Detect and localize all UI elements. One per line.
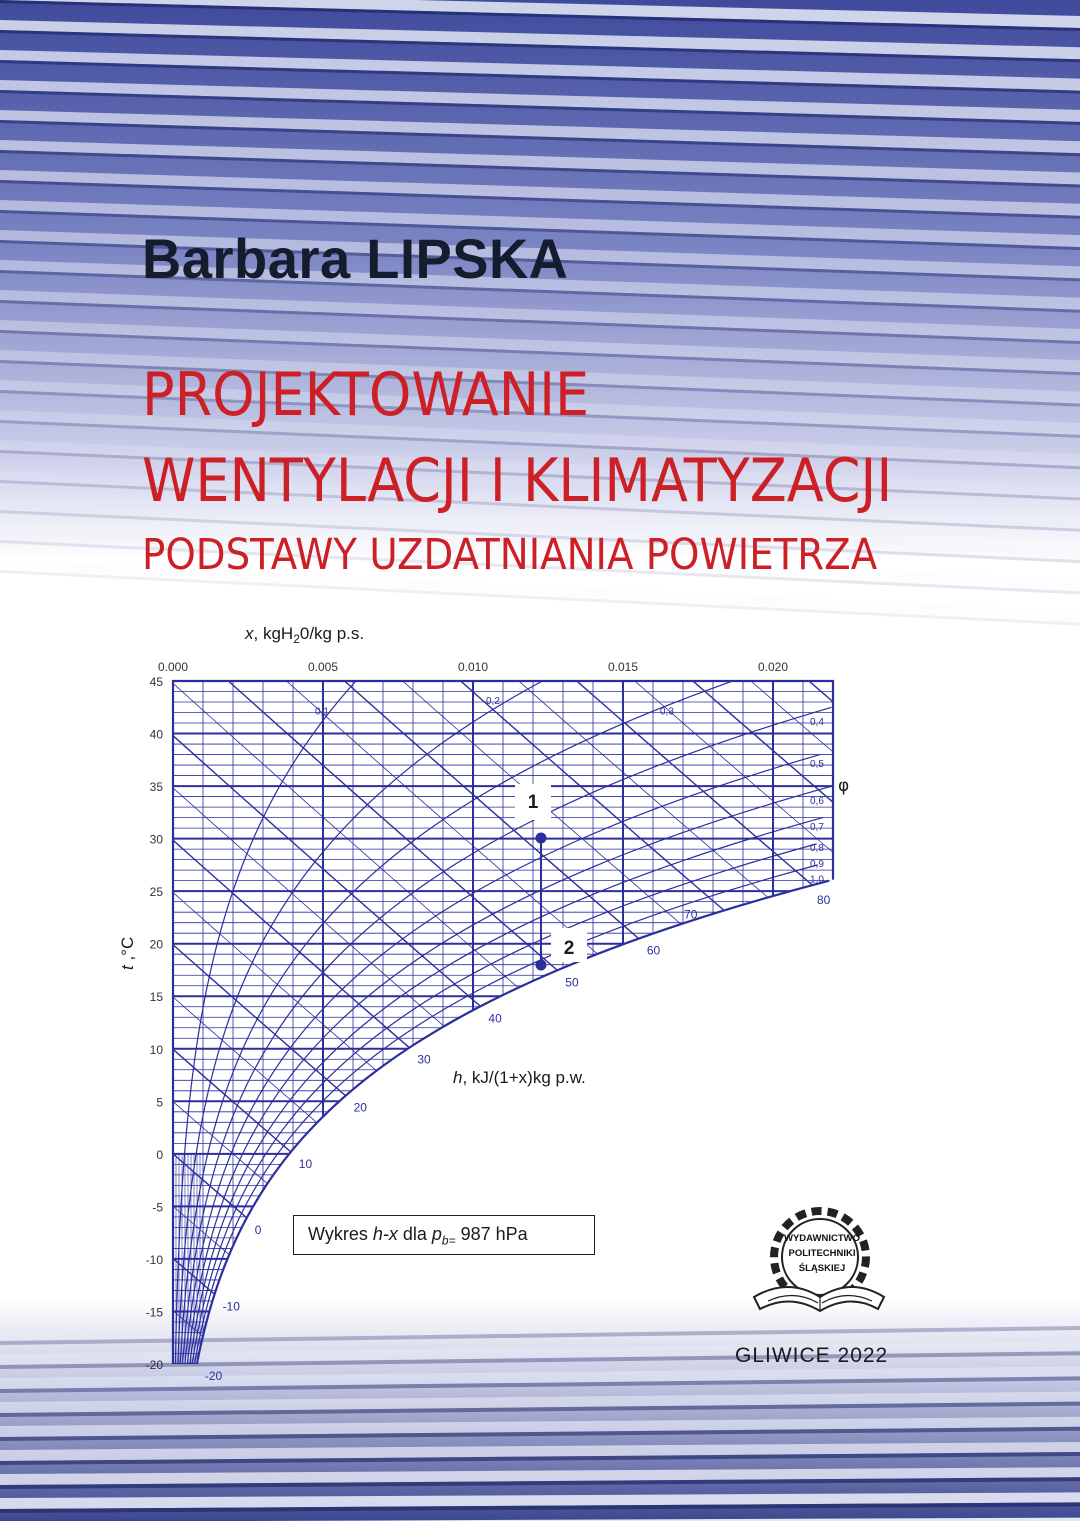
- x-tick-label: 0.015: [607, 660, 639, 674]
- logo-text-1: WYDAWNICTWO: [784, 1233, 860, 1244]
- y-tick-label: 30: [149, 832, 163, 847]
- rh-label: 0,4: [810, 717, 824, 729]
- x-tick-label: 0.005: [307, 660, 339, 674]
- y-tick-label: 45: [149, 675, 163, 689]
- y-tick-label: 40: [149, 727, 163, 742]
- y-tick-label: 25: [149, 885, 163, 900]
- enthalpy-tick-label: -10: [222, 1299, 240, 1314]
- rh-label: 0,5: [810, 759, 824, 771]
- rh-label: 0,8: [810, 843, 824, 855]
- x-tick-label: 0.000: [157, 660, 189, 674]
- isenthalp-line: [173, 1311, 833, 1521]
- y-tick-label: 15: [149, 990, 163, 1005]
- isenthalp-line: [173, 1154, 833, 1521]
- rh-label: 1,0: [810, 874, 824, 886]
- rh-label: 0,1: [315, 706, 329, 718]
- point-2-marker: [536, 960, 547, 971]
- enthalpy-tick-label: 70: [684, 907, 698, 922]
- enthalpy-tick-label: 0: [254, 1222, 262, 1237]
- title-line-1: PROJEKTOWANIE: [142, 360, 590, 430]
- rh-label: 0,2: [486, 696, 500, 708]
- isenthalp-line: [173, 56, 833, 652]
- enthalpy-tick-label: 80: [817, 893, 831, 907]
- x-tick-label: 0.010: [457, 660, 489, 674]
- rh-label: 0,6: [810, 795, 824, 807]
- isenthalp-line: [173, 4, 833, 602]
- title-line-2: WENTYLACJI I KLIMATYZACJI: [142, 446, 893, 516]
- enthalpy-tick-label: -20: [204, 1369, 223, 1383]
- y-tick-label: -10: [145, 1252, 163, 1267]
- author-name: Barbara LIPSKA: [142, 227, 569, 290]
- subtitle: PODSTAWY UZDATNIANIA POWIETRZA: [142, 530, 878, 580]
- enthalpy-tick-label: 60: [646, 943, 661, 958]
- enthalpy-tick-label: 50: [565, 975, 579, 990]
- rh-curve: [192, 844, 817, 1364]
- logo-text-3: ŚLĄSKIEJ: [798, 1263, 846, 1274]
- y-tick-label: 5: [156, 1095, 163, 1110]
- rh-curve: [194, 865, 817, 1364]
- y-tick-label: -15: [145, 1305, 163, 1320]
- y-tick-label: 35: [149, 780, 163, 795]
- enthalpy-tick-label: 10: [298, 1156, 313, 1171]
- isenthalp-line: [173, 161, 833, 752]
- point-1-label: 1: [527, 792, 539, 813]
- x-axis-label: x, kgH$_2$0/kg p.s.: [245, 624, 365, 646]
- y-tick-label: 10: [149, 1042, 163, 1057]
- x-tick-label: 0.020: [757, 660, 789, 674]
- point-1-marker: [536, 833, 547, 844]
- isenthalp-line: [173, 1363, 833, 1521]
- enthalpy-tick-label: 20: [353, 1100, 367, 1115]
- publisher-logo: [748, 1205, 888, 1325]
- city-year: GLIWICE 2022: [735, 1344, 889, 1367]
- rh-label: 0,3: [660, 706, 674, 718]
- logo-text-2: POLITECHNIKI: [788, 1248, 856, 1259]
- isenthalp-line: [173, 108, 833, 701]
- enthalpy-tick-label: 40: [488, 1011, 502, 1026]
- phi-symbol: φ: [838, 776, 850, 796]
- y-axis-label: t ,°C: [118, 936, 137, 970]
- isenthalp-line: [173, 1049, 833, 1521]
- enthalpy-tick-label: 30: [417, 1052, 431, 1067]
- y-tick-label: -5: [152, 1200, 163, 1215]
- chart-legend-box: Wykres h-x dla $p_{b=}$ 987 hPa: [293, 1215, 595, 1255]
- y-tick-label: -20: [145, 1358, 163, 1372]
- rh-label: 0,7: [810, 822, 824, 834]
- chart-ticks: [146, 660, 831, 1383]
- rh-curve: [183, 707, 832, 1364]
- y-tick-label: 0: [156, 1147, 163, 1162]
- chart-grid: [173, 4, 833, 1521]
- rh-label: 0,9: [810, 858, 824, 870]
- point-2-label: 2: [563, 938, 575, 959]
- y-tick-label: 20: [149, 937, 163, 952]
- isenthalp-line: [173, 1258, 833, 1521]
- enthalpy-axis-label: h, kJ/(1+x)kg p.w.: [453, 1068, 586, 1087]
